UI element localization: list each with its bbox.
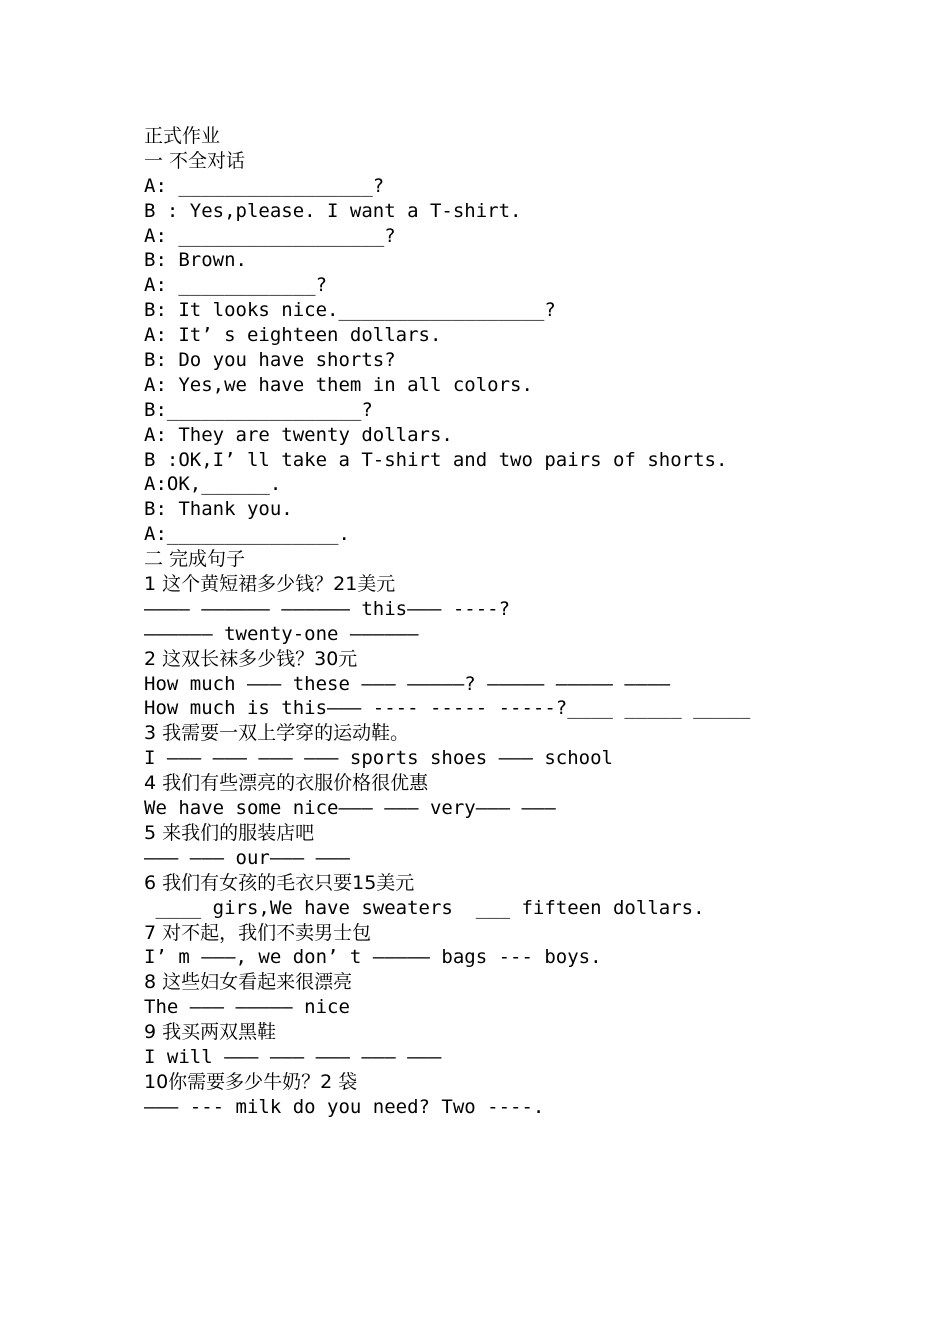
sentence-blank-line: ———— —————— —————— this——— ----? <box>144 597 511 620</box>
sentence-blank-line: ____ girs,We have sweaters ___ fifteen dollars. <box>144 896 705 919</box>
worksheet-page <box>144 124 924 1120</box>
dialogue-line: A: They are twenty dollars. <box>144 423 453 446</box>
sentence-blank-line: How much is this——— ---- ----- -----?____ _____ _____ <box>144 697 751 720</box>
dialogue-line: A: _________________? <box>144 174 385 197</box>
sentence-blank-line: ——— --- milk do you need? Two ----. <box>144 1095 545 1118</box>
section2-heading: 二 完成句子 <box>144 548 246 571</box>
sentence-blank-line: I’ m ———, we don’ t ————— bags --- boys. <box>144 946 602 969</box>
dialogue-line: B: Do you have shorts? <box>144 349 396 372</box>
dialogue-line: A:OK,______. <box>144 473 282 496</box>
sentence-blank-line: I ——— ——— ——— ——— sports shoes ——— school <box>144 747 613 770</box>
sentence-blank-line: We have some nice——— ——— very——— ——— <box>144 797 556 820</box>
sentence-prompt: 6 我们有女孩的毛衣只要15美元 <box>144 871 415 894</box>
section2-sentences <box>144 572 924 1120</box>
sentence-blank-line: ——— ——— our——— ——— <box>144 846 350 869</box>
sentence-blank-line: How much ——— these ——— —————? ————— ————— ———— <box>144 672 671 695</box>
sentence-prompt: 10你需要多少牛奶？2 袋 <box>144 1070 358 1093</box>
dialogue-line: A: __________________? <box>144 224 396 247</box>
dialogue-line: B :OK,I’ ll take a T-shirt and two pairs of shorts. <box>144 448 728 471</box>
dialogue-line: B : Yes,please. I want a T-shirt. <box>144 199 522 222</box>
dialogue-line: B: Thank you. <box>144 498 293 521</box>
sentence-prompt: 4 我们有些漂亮的衣服价格很优惠 <box>144 772 429 795</box>
dialogue-line: A:_______________. <box>144 523 350 546</box>
dialogue-line: A: ____________? <box>144 274 328 297</box>
dialogue-line: B: Brown. <box>144 249 247 272</box>
sentence-blank-line: I will ——— ——— ——— ——— ——— <box>144 1045 442 1068</box>
sentence-prompt: 2 这双长袜多少钱？30元 <box>144 647 358 670</box>
sentence-prompt: 8 这些妇女看起来很漂亮 <box>144 971 353 994</box>
sentence-prompt: 3 我需要一双上学穿的运动鞋。 <box>144 722 410 745</box>
sentence-prompt: 7 对不起，我们不卖男士包 <box>144 921 372 944</box>
section1-dialogue <box>144 174 924 547</box>
dialogue-line: A: It’ s eighteen dollars. <box>144 324 442 347</box>
dialogue-line: B:_________________? <box>144 398 373 421</box>
dialogue-line: B: It looks nice.__________________? <box>144 299 556 322</box>
worksheet-title: 正式作业 <box>144 125 221 147</box>
sentence-blank-line: —————— twenty-one —————— <box>144 622 419 645</box>
sentence-prompt: 1 这个黄短裙多少钱？21美元 <box>144 573 396 596</box>
sentence-blank-line: The ——— ————— nice <box>144 996 350 1019</box>
section1-heading: 一 不全对话 <box>144 149 246 172</box>
dialogue-line: A: Yes,we have them in all colors. <box>144 373 533 396</box>
sentence-prompt: 5 来我们的服装店吧 <box>144 821 315 844</box>
sentence-prompt: 9 我买两双黑鞋 <box>144 1021 277 1044</box>
